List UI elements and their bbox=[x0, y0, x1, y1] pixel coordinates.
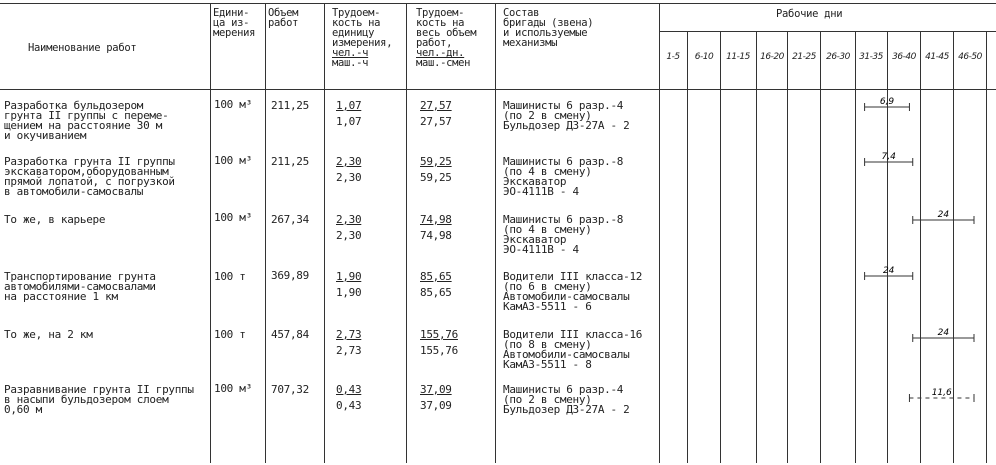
labor-unit-bottom: 2,73 bbox=[336, 344, 362, 357]
day-label: 11-15 bbox=[726, 52, 750, 62]
volume-cell: 211,25 bbox=[271, 155, 309, 168]
volume-cell: 707,32 bbox=[271, 383, 309, 396]
labor-total-bottom: 27,57 bbox=[420, 115, 452, 128]
labor-total-top: 37,09 bbox=[420, 383, 452, 396]
labor-unit-top: 2,30 bbox=[336, 155, 362, 168]
crew-cell: Водители III класса-16 (по 8 в смену) Автомобили-самосвалы КамАЗ-5511 - 8 bbox=[503, 328, 643, 371]
day-label: 26-30 bbox=[826, 52, 850, 62]
duration-label: 24 bbox=[937, 210, 950, 220]
labor-total-bottom: 37,09 bbox=[420, 399, 452, 412]
schedule-bar bbox=[865, 152, 913, 166]
work-name: То же, в карьере bbox=[4, 213, 106, 226]
duration-label: 24 bbox=[882, 266, 895, 276]
work-name: Разработка бульдозером грунта II группы с переме- щением на расстояние 30 м и окучиванием bbox=[4, 99, 169, 142]
header-unit: Едини- ца из- мерения bbox=[213, 7, 256, 39]
unit-cell: 100 м³ bbox=[214, 98, 252, 111]
schedule-bar bbox=[865, 266, 913, 280]
header-crew: Состав бригады (звена) и используемые механизмы bbox=[503, 7, 594, 49]
labor-unit-top: 1,07 bbox=[336, 99, 362, 112]
unit-cell: 100 т bbox=[214, 270, 246, 283]
labor-unit-bottom: 0,43 bbox=[336, 399, 362, 412]
labor-unit-top: 2,30 bbox=[336, 213, 362, 226]
day-label: 46-50 bbox=[958, 52, 982, 62]
duration-label: 7,4 bbox=[881, 152, 896, 162]
labor-unit-bottom: 1,90 bbox=[336, 286, 362, 299]
header-volume: Объем работ bbox=[268, 7, 299, 29]
crew-cell: Машинисты 6 разр.-8 (по 4 в смену) Экскаватор ЭО-4111В - 4 bbox=[503, 155, 624, 198]
crew-cell: Машинисты 6 разр.-8 (по 4 в смену) Экскаватор ЭО-4111В - 4 bbox=[503, 213, 624, 256]
labor-unit-top: 0,43 bbox=[336, 383, 362, 396]
labor-total-bottom: 74,98 bbox=[420, 229, 452, 242]
volume-cell: 211,25 bbox=[271, 99, 309, 112]
volume-cell: 369,89 bbox=[271, 269, 309, 282]
schedule-bar bbox=[865, 97, 910, 111]
labor-unit-bottom: 1,07 bbox=[336, 115, 362, 128]
day-label: 21-25 bbox=[792, 52, 816, 62]
unit-cell: 100 м³ bbox=[214, 154, 252, 167]
day-label: 1-5 bbox=[666, 52, 680, 62]
header-work-days: Рабочие дни bbox=[776, 8, 843, 20]
labor-unit-bottom: 2,30 bbox=[336, 171, 362, 184]
unit-cell: 100 т bbox=[214, 328, 246, 341]
header-name: Наименование работ bbox=[28, 42, 137, 54]
work-name: Разравнивание грунта II группы в насыпи бульдозером слоем 0,60 м bbox=[4, 383, 194, 416]
work-name: То же, на 2 км bbox=[4, 328, 93, 341]
labor-total-bottom: 155,76 bbox=[420, 344, 458, 357]
labor-total-top: 155,76 bbox=[420, 328, 458, 341]
work-name: Транспортирование грунта автомобилями-самосвалами на расстояние 1 км bbox=[4, 270, 156, 303]
day-label: 6-10 bbox=[694, 52, 714, 62]
crew-cell: Машинисты 6 разр.-4 (по 2 в смену) Бульдозер ДЗ-27А - 2 bbox=[503, 99, 630, 132]
labor-unit-top: 2,73 bbox=[336, 328, 362, 341]
day-label: 36-40 bbox=[892, 52, 916, 62]
duration-label: 11,6 bbox=[931, 388, 952, 398]
duration-label: 6,9 bbox=[879, 97, 895, 107]
schedule-bar bbox=[913, 328, 974, 342]
day-label: 41-45 bbox=[925, 52, 949, 62]
work-name: Разработка грунта II группы экскаватором,оборудованным прямой лопатой, с погрузкой в автомобили-самосвалы bbox=[4, 155, 175, 198]
labor-total-top: 74,98 bbox=[420, 213, 452, 226]
schedule-bar bbox=[913, 210, 974, 224]
crew-cell: Машинисты 6 разр.-4 (по 2 в смену) Бульдозер ДЗ-27А - 2 bbox=[503, 383, 630, 416]
day-label: 16-20 bbox=[760, 52, 784, 62]
labor-total-top: 85,65 bbox=[420, 270, 452, 283]
labor-total-top: 27,57 bbox=[420, 99, 452, 112]
labor-unit-top: 1,90 bbox=[336, 270, 362, 283]
volume-cell: 267,34 bbox=[271, 213, 309, 226]
labor-total-bottom: 85,65 bbox=[420, 286, 452, 299]
unit-cell: 100 м³ bbox=[214, 211, 252, 224]
labor-unit-bottom: 2,30 bbox=[336, 229, 362, 242]
schedule-bar bbox=[909, 388, 974, 402]
labor-total-top: 59,25 bbox=[420, 155, 452, 168]
labor-total-bottom: 59,25 bbox=[420, 171, 452, 184]
volume-cell: 457,84 bbox=[271, 328, 309, 341]
day-label: 31-35 bbox=[859, 52, 883, 62]
crew-cell: Водители III класса-12 (по 6 в смену) Автомобили-самосвалы КамАЗ-5511 - 6 bbox=[503, 270, 643, 313]
duration-label: 24 bbox=[937, 328, 950, 338]
unit-cell: 100 м³ bbox=[214, 382, 252, 395]
